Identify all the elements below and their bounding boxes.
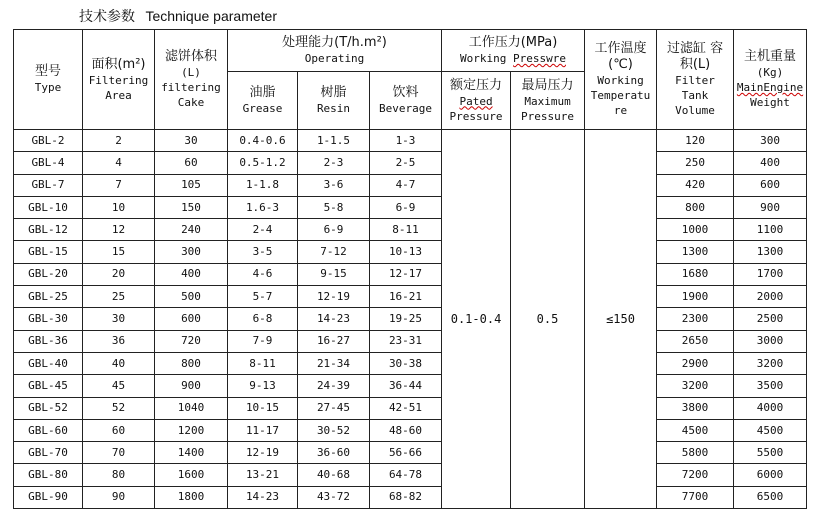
- cell-weight: 2000: [734, 286, 807, 308]
- title-english: Technique parameter: [145, 8, 277, 24]
- cell-grease: 0.4-0.6: [228, 130, 298, 152]
- cell-grease: 2-4: [228, 219, 298, 241]
- cell-area: 20: [83, 263, 155, 285]
- cell-weight: 6000: [734, 464, 807, 486]
- cell-beverage: 4-7: [370, 174, 442, 196]
- cell-resin: 21-34: [298, 352, 370, 374]
- table-row: [14, 152, 807, 174]
- cell-cake: 800: [155, 352, 228, 374]
- cell-cake: 1800: [155, 486, 228, 508]
- cell-type: GBL-12: [14, 219, 83, 241]
- cell-type: GBL-90: [14, 486, 83, 508]
- cell-resin: 7-12: [298, 241, 370, 263]
- cell-beverage: 36-44: [370, 375, 442, 397]
- cell-area: 7: [83, 174, 155, 196]
- table-row: [14, 308, 807, 330]
- cell-resin: 27-45: [298, 397, 370, 419]
- cell-cake: 900: [155, 375, 228, 397]
- table-row: [14, 130, 807, 152]
- cell-resin: 30-52: [298, 419, 370, 441]
- cell-weight: 400: [734, 152, 807, 174]
- parameter-table: [13, 29, 807, 509]
- cell-type: GBL-70: [14, 442, 83, 464]
- table-row: [14, 419, 807, 441]
- cell-area: 90: [83, 486, 155, 508]
- cell-weight: 2500: [734, 308, 807, 330]
- cell-resin: 14-23: [298, 308, 370, 330]
- cell-cake: 500: [155, 286, 228, 308]
- table-row: [14, 263, 807, 285]
- cell-beverage: 56-66: [370, 442, 442, 464]
- cell-grease: 13-21: [228, 464, 298, 486]
- cell-cake: 30: [155, 130, 228, 152]
- header-weight: 主机重量 (Kg) MainEngine Weight: [734, 30, 807, 130]
- cell-resin: 40-68: [298, 464, 370, 486]
- cell-type: GBL-60: [14, 419, 83, 441]
- cell-grease: 12-19: [228, 442, 298, 464]
- cell-type: GBL-25: [14, 286, 83, 308]
- cell-tank: 3200: [657, 375, 734, 397]
- cell-grease: 5-7: [228, 286, 298, 308]
- title-chinese: 技术参数: [79, 9, 135, 25]
- cell-resin: 12-19: [298, 286, 370, 308]
- cell-type: GBL-36: [14, 330, 83, 352]
- cell-area: 30: [83, 308, 155, 330]
- cell-tank: 7700: [657, 486, 734, 508]
- cell-grease: 3-5: [228, 241, 298, 263]
- table-row: [14, 241, 807, 263]
- cell-cake: 1040: [155, 397, 228, 419]
- cell-type: GBL-4: [14, 152, 83, 174]
- cell-cake: 720: [155, 330, 228, 352]
- cell-area: 60: [83, 419, 155, 441]
- cell-tank: 800: [657, 196, 734, 218]
- cell-beverage: 6-9: [370, 196, 442, 218]
- table-row: [14, 486, 807, 508]
- header-capacity: 处理能力(T/h.m²) Operating: [228, 30, 442, 72]
- cell-resin: 6-9: [298, 219, 370, 241]
- cell-area: 2: [83, 130, 155, 152]
- table-row: [14, 352, 807, 374]
- cell-cake: 105: [155, 174, 228, 196]
- header-rated-pressure: 额定压力 Pated Pressure: [442, 72, 511, 130]
- cell-area: 4: [83, 152, 155, 174]
- cell-grease: 9-13: [228, 375, 298, 397]
- table-row: [14, 330, 807, 352]
- cell-type: GBL-15: [14, 241, 83, 263]
- cell-type: GBL-2: [14, 130, 83, 152]
- cell-weight: 6500: [734, 486, 807, 508]
- cell-weight: 600: [734, 174, 807, 196]
- cell-beverage: 23-31: [370, 330, 442, 352]
- cell-rated-pressure: 0.1-0.4: [442, 130, 511, 509]
- cell-tank: 2300: [657, 308, 734, 330]
- cell-grease: 7-9: [228, 330, 298, 352]
- header-working-pressure: 工作压力(MPa) Working Presswre: [442, 30, 585, 72]
- table-body: [14, 130, 807, 509]
- cell-resin: 36-60: [298, 442, 370, 464]
- cell-resin: 1-1.5: [298, 130, 370, 152]
- cell-area: 40: [83, 352, 155, 374]
- cell-cake: 60: [155, 152, 228, 174]
- cell-weight: 1100: [734, 219, 807, 241]
- cell-beverage: 10-13: [370, 241, 442, 263]
- header-tank-volume: 过滤缸 容 积(L) Filter Tank Volume: [657, 30, 734, 130]
- cell-resin: 2-3: [298, 152, 370, 174]
- cell-beverage: 30-38: [370, 352, 442, 374]
- cell-resin: 16-27: [298, 330, 370, 352]
- cell-temperature: ≤150: [585, 130, 657, 509]
- cell-resin: 5-8: [298, 196, 370, 218]
- cell-grease: 14-23: [228, 486, 298, 508]
- cell-type: GBL-7: [14, 174, 83, 196]
- header-resin: 树脂 Resin: [298, 72, 370, 130]
- cell-area: 10: [83, 196, 155, 218]
- cell-tank: 7200: [657, 464, 734, 486]
- cell-tank: 1900: [657, 286, 734, 308]
- table-row: [14, 286, 807, 308]
- cell-cake: 600: [155, 308, 228, 330]
- table-row: [14, 174, 807, 196]
- cell-grease: 1.6-3: [228, 196, 298, 218]
- cell-beverage: 64-78: [370, 464, 442, 486]
- cell-cake: 150: [155, 196, 228, 218]
- cell-tank: 250: [657, 152, 734, 174]
- cell-tank: 120: [657, 130, 734, 152]
- cell-tank: 2900: [657, 352, 734, 374]
- cell-tank: 4500: [657, 419, 734, 441]
- header-beverage: 饮料 Beverage: [370, 72, 442, 130]
- cell-weight: 900: [734, 196, 807, 218]
- table-row: [14, 464, 807, 486]
- cell-weight: 3200: [734, 352, 807, 374]
- cell-area: 45: [83, 375, 155, 397]
- cell-beverage: 1-3: [370, 130, 442, 152]
- cell-type: GBL-10: [14, 196, 83, 218]
- cell-beverage: 19-25: [370, 308, 442, 330]
- cell-type: GBL-40: [14, 352, 83, 374]
- cell-type: GBL-30: [14, 308, 83, 330]
- cell-cake: 400: [155, 263, 228, 285]
- cell-beverage: 12-17: [370, 263, 442, 285]
- cell-type: GBL-20: [14, 263, 83, 285]
- cell-weight: 3500: [734, 375, 807, 397]
- cell-tank: 1300: [657, 241, 734, 263]
- cell-grease: 10-15: [228, 397, 298, 419]
- header-model: 型号 Type: [14, 30, 83, 130]
- cell-weight: 300: [734, 130, 807, 152]
- header-area: 面积(m²) Filtering Area: [83, 30, 155, 130]
- cell-cake: 1400: [155, 442, 228, 464]
- table-row: [14, 397, 807, 419]
- cell-beverage: 16-21: [370, 286, 442, 308]
- cell-grease: 11-17: [228, 419, 298, 441]
- cell-cake: 300: [155, 241, 228, 263]
- cell-area: 15: [83, 241, 155, 263]
- cell-area: 52: [83, 397, 155, 419]
- cell-beverage: 68-82: [370, 486, 442, 508]
- cell-area: 36: [83, 330, 155, 352]
- cell-type: GBL-45: [14, 375, 83, 397]
- header-max-pressure: 最局压力 Maximum Pressure: [511, 72, 585, 130]
- cell-tank: 3800: [657, 397, 734, 419]
- cell-type: GBL-52: [14, 397, 83, 419]
- cell-area: 70: [83, 442, 155, 464]
- cell-weight: 1300: [734, 241, 807, 263]
- header-cake: 滤饼体积 (L) filtering Cake: [155, 30, 228, 130]
- cell-cake: 1200: [155, 419, 228, 441]
- cell-beverage: 42-51: [370, 397, 442, 419]
- cell-resin: 9-15: [298, 263, 370, 285]
- cell-type: GBL-80: [14, 464, 83, 486]
- header-row-1: [14, 30, 807, 72]
- cell-cake: 240: [155, 219, 228, 241]
- cell-weight: 5500: [734, 442, 807, 464]
- cell-cake: 1600: [155, 464, 228, 486]
- table-row: [14, 442, 807, 464]
- document-title: [79, 5, 277, 27]
- cell-tank: 1000: [657, 219, 734, 241]
- cell-weight: 4000: [734, 397, 807, 419]
- cell-max-pressure: 0.5: [511, 130, 585, 509]
- cell-resin: 24-39: [298, 375, 370, 397]
- cell-grease: 8-11: [228, 352, 298, 374]
- cell-grease: 1-1.8: [228, 174, 298, 196]
- cell-weight: 1700: [734, 263, 807, 285]
- cell-tank: 1680: [657, 263, 734, 285]
- cell-beverage: 48-60: [370, 419, 442, 441]
- table-row: [14, 219, 807, 241]
- cell-resin: 43-72: [298, 486, 370, 508]
- cell-beverage: 2-5: [370, 152, 442, 174]
- header-temperature: 工作温度 (℃) Working Temperatu re: [585, 30, 657, 130]
- cell-grease: 0.5-1.2: [228, 152, 298, 174]
- header-grease: 油脂 Grease: [228, 72, 298, 130]
- cell-tank: 2650: [657, 330, 734, 352]
- table-row: [14, 375, 807, 397]
- cell-area: 12: [83, 219, 155, 241]
- cell-beverage: 8-11: [370, 219, 442, 241]
- cell-area: 25: [83, 286, 155, 308]
- cell-area: 80: [83, 464, 155, 486]
- cell-grease: 6-8: [228, 308, 298, 330]
- cell-weight: 3000: [734, 330, 807, 352]
- cell-grease: 4-6: [228, 263, 298, 285]
- cell-tank: 420: [657, 174, 734, 196]
- cell-resin: 3-6: [298, 174, 370, 196]
- cell-tank: 5800: [657, 442, 734, 464]
- table-row: [14, 196, 807, 218]
- cell-weight: 4500: [734, 419, 807, 441]
